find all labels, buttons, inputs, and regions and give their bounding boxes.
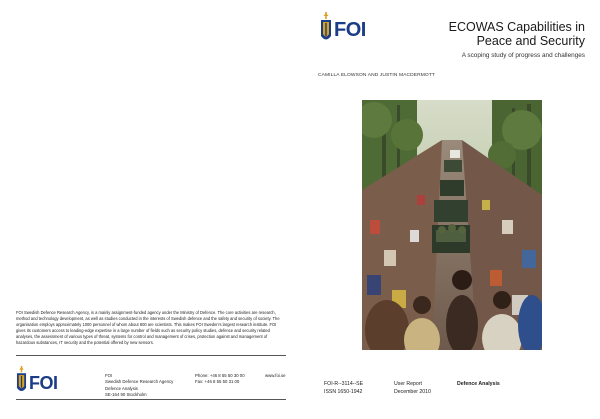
divider-top <box>16 355 286 356</box>
crowd-parade-photo <box>362 100 542 350</box>
foi-emblem-icon <box>320 12 332 45</box>
website-link[interactable]: www.foi.se <box>265 373 286 378</box>
report-date: December 2010 <box>394 388 431 395</box>
foi-logo-text: FOI <box>334 19 366 41</box>
contact-block <box>195 373 245 386</box>
address-division: Defence Analysis <box>105 385 138 391</box>
foi-logo-front <box>320 12 366 45</box>
report-ids <box>324 381 363 396</box>
foi-logo-text: FOI <box>29 372 58 393</box>
foi-emblem-icon <box>16 366 27 396</box>
foi-logo-back <box>16 366 58 396</box>
report-authors: CAMILLA ELOWSON AND JUSTIN MACDERMOTT <box>318 73 436 78</box>
report-subtitle: A scoping study of progress and challenges <box>461 52 585 59</box>
address-postal: SE-164 90 Stockholm <box>105 391 147 397</box>
contact-phone: Phone: +46 8 55 50 30 00 <box>195 373 245 378</box>
report-type: User Report <box>394 381 422 387</box>
address-block <box>105 373 173 398</box>
foi-description: FOI Swedish Defence Research Agency, is a mainly assignment-funded agency under the Ministry of Defence. The core activities are research, method and technology development, as well as studies conducted in the interests of Swedish defence and the safety and security of society. The organisation employs approximately 1000 personnel of whom about 800 are scientists. This makes FOI Sweden's largest research institute. FOI gives its customers access to leading-edge expertise in a large number of fields such as security policy studies, defence and security related analyses, the assessment of various types of threat, systems for control and management of crises, protection against and management of hazardous substances, IT security and the potential offered by new sensors. <box>16 310 280 345</box>
contact-fax: Fax: +46 8 55 50 31 00 <box>195 379 240 385</box>
report-title: ECOWAS Capabilities in Peace and Security <box>448 20 585 48</box>
divider-bottom <box>16 399 286 400</box>
report-issn: ISSN 1650-1942 <box>324 388 363 395</box>
report-type-block <box>394 381 431 396</box>
report-department: Defence Analysis <box>457 381 500 387</box>
website-block <box>265 373 286 379</box>
address-org: FOI <box>105 373 113 378</box>
address-agency: Swedish Defence Research Agency <box>105 379 174 385</box>
report-number: FOI-R--3114--SE <box>324 381 364 387</box>
